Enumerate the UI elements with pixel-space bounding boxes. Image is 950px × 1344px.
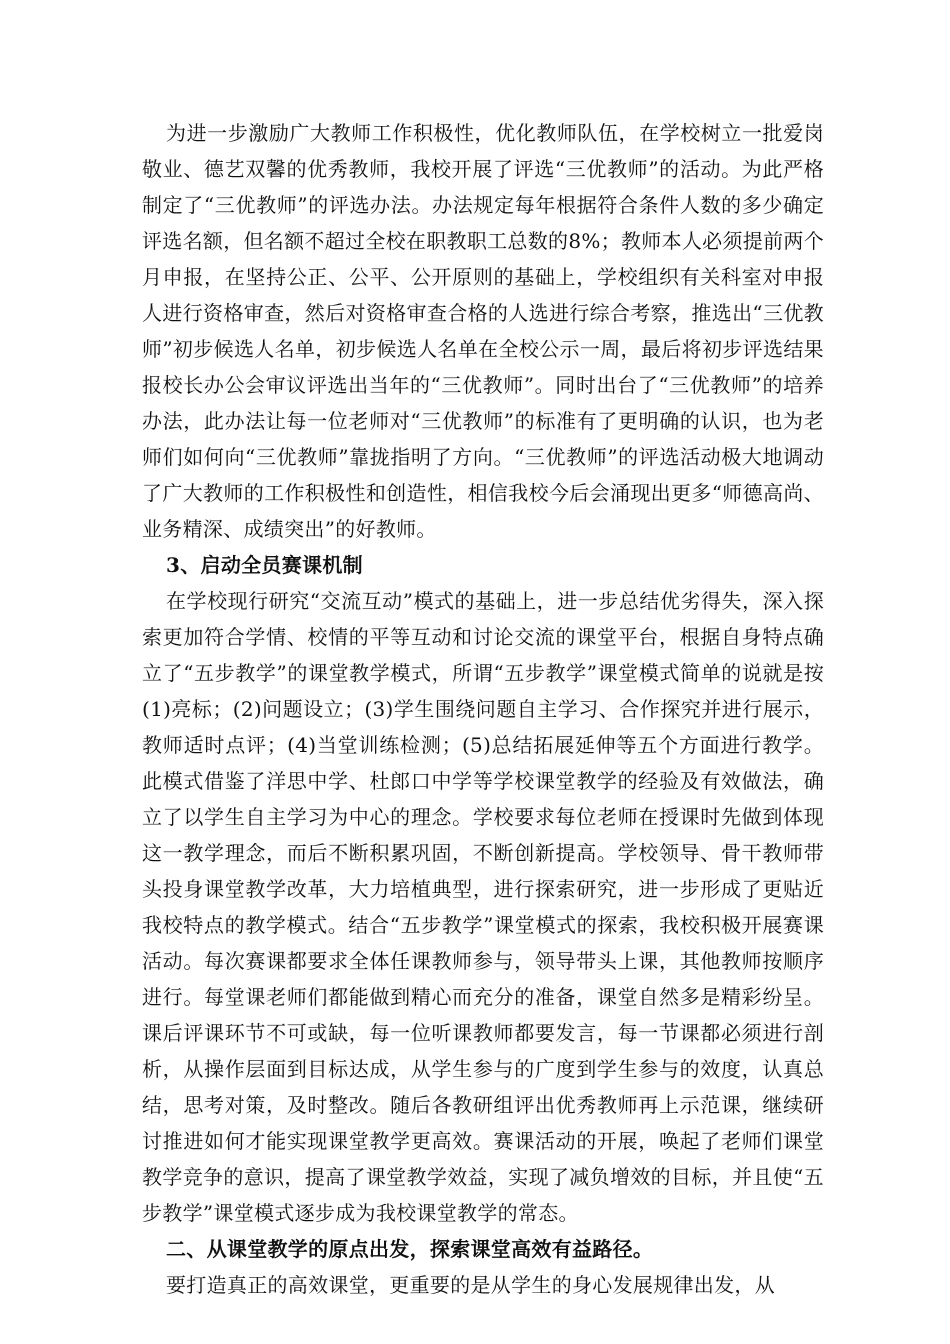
section-heading-efficient-classroom-path: 二、从课堂教学的原点出发，探索课堂高效有益路径。 bbox=[166, 1237, 654, 1261]
section-heading-full-staff-lesson-competition: 3、启动全员赛课机制 bbox=[166, 553, 363, 577]
paragraph-efficient-classroom-start: 要打造真正的高效课堂，更重要的是从学生的身心发展规律出发，从 bbox=[166, 1273, 775, 1297]
paragraph-five-step-teaching: 在学校现行研究“交流互动”模式的基础上，进一步总结优劣得失，深入探索更加符合学情、校情的平等互动和讨论交流的课堂平台，根据自身特点确立了“五步教学”的课堂教学模式，所谓“五步教学”课堂模式简单的说就是按(1)亮标；(2)问题设立；(3)学生围绕问题自主学习、合作探究并进行展示，教师适时点评；(4)当堂训练检测；(5)总结拓展延伸等五个方面进行教学。此模式借鉴了洋思中学、杜郎口中学等学校课堂教学的经验及有效做法，确立了以学生自主学习为中心的理念。学校要求每位老师在授课时先做到体现这一教学理念，而后不断积累巩固，不断创新提高。学校领导、骨干教师带头投身课堂教学改革，大力培植典型，进行探索研究，进一步形成了更贴近我校特点的教学模式。结合“五步教学”课堂模式的探索，我校积极开展赛课活动。每次赛课都要求全体任课教师参与，领导带头上课，其他教师按顺序进行。每堂课老师们都能做到精心而充分的准备，课堂自然多是精彩纷呈。课后评课环节不可或缺，每一位听课教师都要发言，每一节课都必须进行剖析，从操作层面到目标达成，从学生参与的广度到学生参与的效度，认真总结，思考对策，及时整改。随后各教研组评出优秀教师再上示范课，继续研讨推进如何才能实现课堂教学更高效。赛课活动的开展，唤起了老师们课堂教学竞争的意识，提高了课堂教学效益，实现了减负增效的目标，并且使“五步教学”课堂模式逐步成为我校课堂教学的常态。 bbox=[142, 589, 824, 1225]
document-body bbox=[142, 115, 824, 1303]
paragraph-three-excellent-teachers: 为进一步激励广大教师工作积极性，优化教师队伍，在学校树立一批爱岗敬业、德艺双馨的优秀教师，我校开展了评选“三优教师”的活动。为此严格制定了“三优教师”的评选办法。办法规定每年根据符合条件人数的多少确定评选名额，但名额不超过全校在职教职工总数的8%；教师本人必须提前两个月申报，在坚持公正、公平、公开原则的基础上，学校组织有关科室对申报人进行资格审查，然后对资格审查合格的人选进行综合考察，推选出“三优教师”初步候选人名单，初步候选人名单在全校公示一周，最后将初步评选结果报校长办公会审议评选出当年的“三优教师”。同时出台了“三优教师”的培养办法，此办法让每一位老师对“三优教师”的标准有了更明确的认识，也为老师们如何向“三优教师”靠拢指明了方向。“三优教师”的评选活动极大地调动了广大教师的工作积极性和创造性，相信我校今后会涌现出更多“师德高尚、业务精深、成绩突出”的好教师。 bbox=[142, 121, 824, 541]
